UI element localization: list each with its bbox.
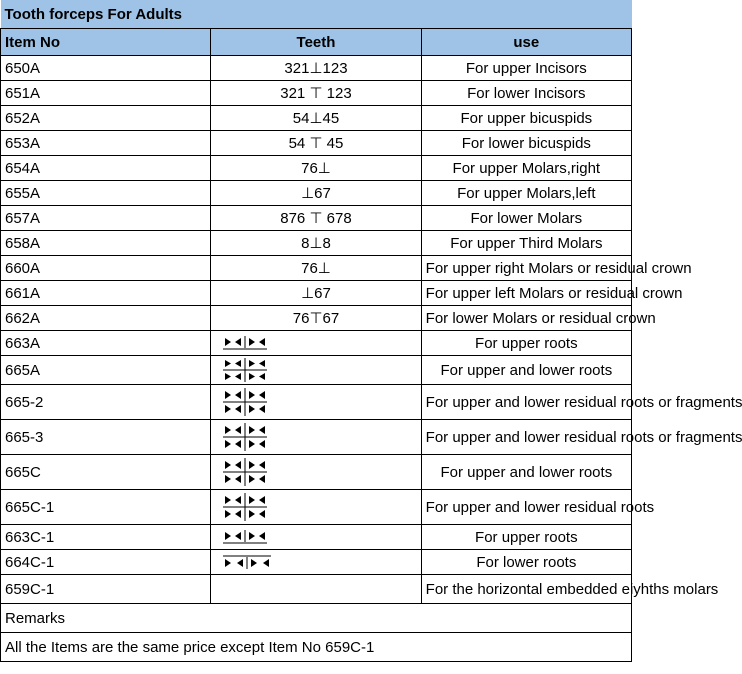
teeth-cell: 54 ⊤ 45 [211,131,421,156]
item-no-cell: 659C-1 [1,575,211,604]
use-cell: For upper left Molars or residual crown [421,281,631,306]
table-row [1,525,632,550]
teeth-cell: 321 ⊤ 123 [211,81,421,106]
upper-lower-roots-symbol-icon [223,423,267,451]
upper-roots-symbol-icon [223,334,267,352]
use-cell: For lower Incisors [421,81,631,106]
item-no-cell: 665-2 [1,385,211,420]
item-no-cell: 652A [1,106,211,131]
teeth-cell: ⊥67 [211,281,421,306]
remarks-text: All the Items are the same price except Item No 659C-1 [1,633,632,662]
table-row [1,56,632,81]
teeth-cell [211,420,421,455]
item-no-cell: 660A [1,256,211,281]
use-cell: For upper Molars,left [421,181,631,206]
item-no-cell: 658A [1,231,211,256]
remarks-text-row [1,633,632,662]
table-row [1,256,632,281]
item-no-cell: 664C-1 [1,550,211,575]
teeth-cell [211,575,421,604]
remarks-row [1,604,632,633]
item-no-cell: 665C [1,455,211,490]
upper-lower-roots-symbol-icon [223,493,267,521]
teeth-cell: 8⊥8 [211,231,421,256]
table-row [1,455,632,490]
item-no-cell: 665-3 [1,420,211,455]
table-row [1,575,632,604]
use-cell: For lower Molars or residual crown [421,306,631,331]
teeth-cell: ⊥67 [211,181,421,206]
table-row [1,181,632,206]
table-row [1,550,632,575]
use-cell: For lower Molars [421,206,631,231]
use-cell: For upper roots [421,331,631,356]
use-cell: For upper right Molars or residual crown [421,256,631,281]
item-no-cell: 654A [1,156,211,181]
item-no-cell: 663C-1 [1,525,211,550]
use-cell: For upper Molars,right [421,156,631,181]
use-cell: For upper roots [421,525,631,550]
teeth-cell: 76⊥ [211,156,421,181]
use-cell: For upper and lower residual roots or fragments [421,420,631,455]
teeth-cell [211,550,421,575]
teeth-cell [211,455,421,490]
table-title: Tooth forceps For Adults [1,0,632,29]
teeth-cell: 321⊥123 [211,56,421,81]
use-cell: For upper and lower roots [421,455,631,490]
item-no-cell: 653A [1,131,211,156]
table-row [1,385,632,420]
item-no-cell: 657A [1,206,211,231]
teeth-cell [211,356,421,385]
upper-lower-roots-symbol-icon [223,388,267,416]
remarks-label: Remarks [1,604,632,633]
table-row [1,420,632,455]
item-no-cell: 662A [1,306,211,331]
table-row [1,156,632,181]
teeth-cell [211,331,421,356]
item-no-cell: 661A [1,281,211,306]
table-row [1,106,632,131]
use-cell: For upper Third Molars [421,231,631,256]
upper-roots-symbol-icon [223,528,267,546]
header-use: use [421,29,631,56]
use-cell: For upper and lower residual roots [421,490,631,525]
use-cell: For upper and lower roots [421,356,631,385]
upper-lower-roots-symbol-icon [223,358,267,382]
teeth-cell [211,525,421,550]
use-cell: For lower roots [421,550,631,575]
teeth-cell: 54⊥45 [211,106,421,131]
header-row [1,29,632,56]
header-teeth: Teeth [211,29,421,56]
item-no-cell: 655A [1,181,211,206]
upper-lower-roots-symbol-icon [223,458,267,486]
teeth-cell: 76⊥ [211,256,421,281]
table-row [1,490,632,525]
teeth-cell: 876 ⊤ 678 [211,206,421,231]
table-row [1,131,632,156]
teeth-cell: 76⊤67 [211,306,421,331]
use-cell: For upper and lower residual roots or fragments [421,385,631,420]
header-item-no: Item No [1,29,211,56]
lower-roots-symbol-icon [223,553,271,571]
use-cell: For upper bicuspids [421,106,631,131]
use-cell: For lower bicuspids [421,131,631,156]
table-row [1,281,632,306]
item-no-cell: 663A [1,331,211,356]
teeth-cell [211,490,421,525]
use-cell: For upper Incisors [421,56,631,81]
table-row [1,231,632,256]
teeth-cell [211,385,421,420]
table-row [1,81,632,106]
table-row [1,331,632,356]
item-no-cell: 665C-1 [1,490,211,525]
item-no-cell: 650A [1,56,211,81]
table-row [1,356,632,385]
table-row [1,306,632,331]
item-no-cell: 651A [1,81,211,106]
table-row [1,206,632,231]
item-no-cell: 665A [1,356,211,385]
use-cell: For the horizontal embedded eiyhths molars [421,575,631,604]
